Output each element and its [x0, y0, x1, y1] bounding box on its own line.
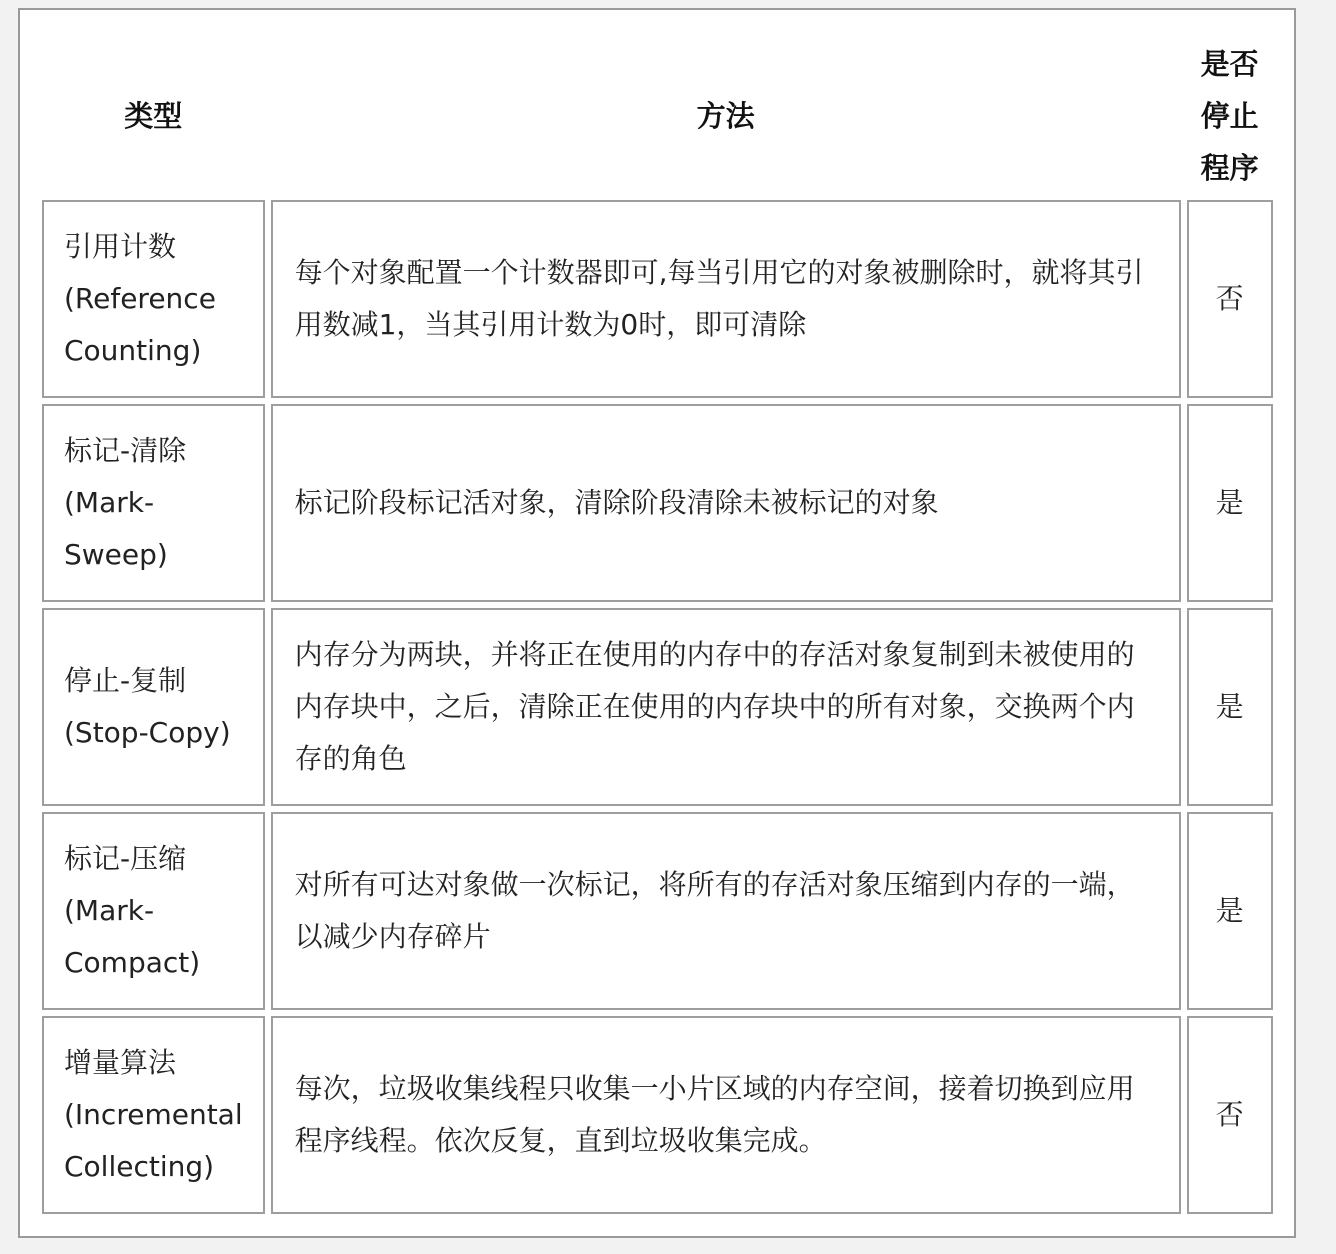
- stop-cell: 是: [1187, 812, 1273, 1010]
- table-row: [42, 608, 1273, 806]
- type-en-line: (Stop-Copy): [64, 716, 231, 749]
- header-type: 类型: [124, 99, 183, 133]
- table-row: [42, 812, 1273, 1010]
- type-en-line: Counting): [64, 334, 202, 367]
- type-en-line: Sweep): [64, 538, 168, 571]
- stop-cell: 否: [1187, 1016, 1273, 1214]
- method-cell: 对所有可达对象做一次标记，将所有的存活对象压缩到内存的一端，以减少内存碎片: [271, 812, 1181, 1010]
- type-cell: [42, 200, 265, 398]
- table-frame: [18, 8, 1296, 1238]
- type-cn: 标记-清除: [64, 434, 187, 467]
- header-stop-line-3: 程序: [1200, 151, 1259, 185]
- gc-algorithms-table: [36, 32, 1279, 1220]
- type-cn: 增量算法: [64, 1046, 177, 1079]
- table-row: [42, 200, 1273, 398]
- header-stop-line-1: 是否: [1200, 47, 1259, 81]
- stop-cell: 否: [1187, 200, 1273, 398]
- type-en-line: Collecting): [64, 1150, 215, 1183]
- type-en-line: Compact): [64, 946, 201, 979]
- type-cn: 停止-复制: [64, 664, 187, 697]
- type-en-line: (Reference: [64, 282, 216, 315]
- stop-cell: 是: [1187, 404, 1273, 602]
- table-row: [42, 1016, 1273, 1214]
- header-method: 方法: [696, 99, 755, 133]
- stop-cell: 是: [1187, 608, 1273, 806]
- type-cn: 标记-压缩: [64, 842, 187, 875]
- type-cell: [42, 812, 265, 1010]
- type-cn: 引用计数: [64, 230, 177, 263]
- header-stop-line-2: 停止: [1200, 99, 1259, 133]
- method-cell: 每个对象配置一个计数器即可,每当引用它的对象被删除时，就将其引用数减1，当其引用计数为0时，即可清除: [271, 200, 1181, 398]
- method-cell: 内存分为两块，并将正在使用的内存中的存活对象复制到未被使用的内存块中，之后，清除正在使用的内存块中的所有对象，交换两个内存的角色: [271, 608, 1181, 806]
- header-row: [42, 38, 1273, 194]
- type-en-line: (Mark-: [64, 894, 155, 927]
- method-cell: 标记阶段标记活对象，清除阶段清除未被标记的对象: [271, 404, 1181, 602]
- table-row: [42, 404, 1273, 602]
- method-cell: 每次，垃圾收集线程只收集一小片区域的内存空间，接着切换到应用程序线程。依次反复，直到垃圾收集完成。: [271, 1016, 1181, 1214]
- type-cell: [42, 608, 265, 806]
- type-cell: [42, 404, 265, 602]
- type-cell: [42, 1016, 265, 1214]
- type-en-line: (Incremental: [64, 1098, 243, 1131]
- header-stop-program: [1187, 38, 1273, 194]
- type-en-line: (Mark-: [64, 486, 155, 519]
